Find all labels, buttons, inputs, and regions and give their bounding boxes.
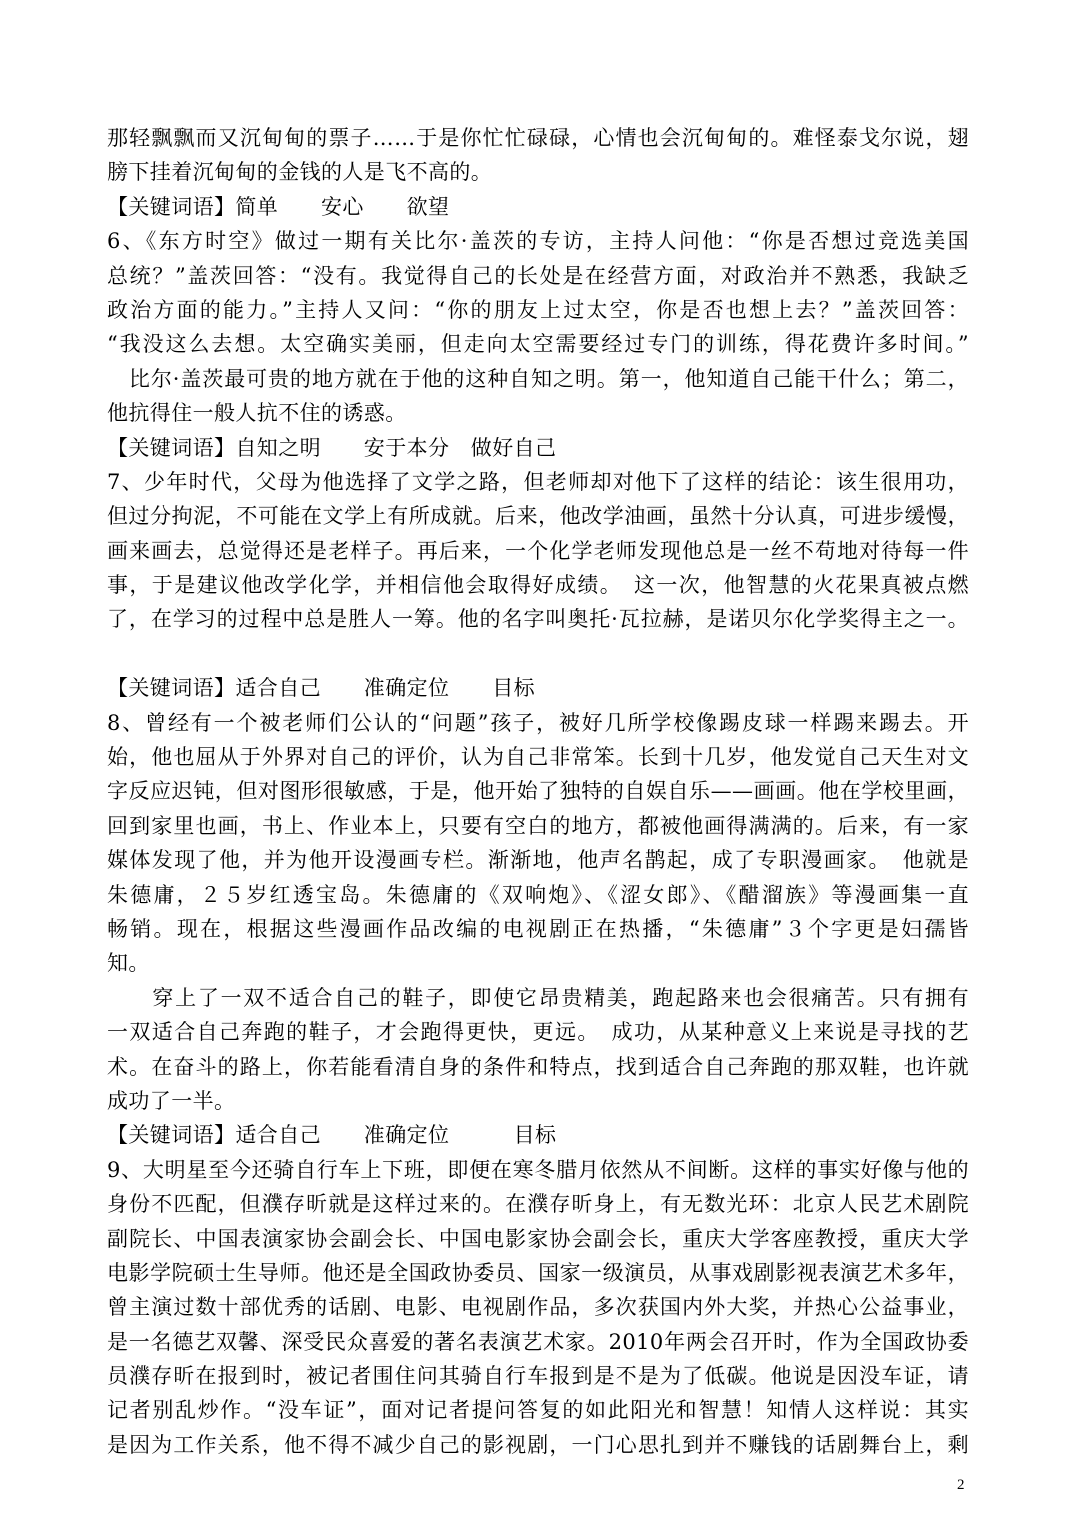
text-line: 曾主演过数十部优秀的话剧、电影、电视剧作品，多次获国内外大奖，并热心公益事业， xyxy=(107,1295,969,1320)
text-line: 他抗得住一般人抗不住的诱惑。 xyxy=(107,401,407,426)
text-line: 6、《东方时空》做过一期有关比尔·盖茨的专访，主持人问他：“你是否想过竞选美国 xyxy=(107,229,969,254)
text-line: 7、少年时代，父母为他选择了文学之路，但老师却对他下了这样的结论：该生很用功， xyxy=(107,469,969,494)
text-line: 9、大明星至今还骑自行车上下班，即便在寒冬腊月依然从不间断。这样的事实好像与他的 xyxy=(107,1157,969,1182)
text-line: 但过分拘泥，不可能在文学上有所成就。后来，他改学油画，虽然十分认真，可进步缓慢， xyxy=(107,504,969,529)
text-line: 电影学院硕士生导师。他还是全国政协委员、国家一级演员，从事戏剧影视表演艺术多年， xyxy=(107,1260,969,1285)
text-line: 穿上了一双不适合自己的鞋子，即使它昂贵精美，跑起路来也会很痛苦。只有拥有 xyxy=(107,985,969,1010)
text-line: 政治方面的能力。”主持人又问：“你的朋友上过太空，你是否也想上去？”盖茨回答： xyxy=(107,297,969,322)
text-line: 那轻飘飘而又沉甸甸的票子……于是你忙忙碌碌，心情也会沉甸甸的。难怪泰戈尔说，翅 xyxy=(107,126,969,150)
keywords-line: 【关键词语】适合自己 准确定位 目标 xyxy=(107,676,535,701)
text-line: 回到家里也画，书上、作业本上，只要有空白的地方，都被他画得满满的。后来，有一家 xyxy=(107,813,969,838)
keywords-line: 【关键词语】自知之明 安于本分 做好自己 xyxy=(107,435,557,460)
blank-line xyxy=(107,637,969,671)
page-number: 2 xyxy=(957,1477,965,1493)
text-line: 成功了一半。 xyxy=(107,1088,236,1113)
text-line: 朱德庸，２５岁红透宝岛。朱德庸的《双响炮》、《涩女郎》、《醋溜族》等漫画集一直 xyxy=(107,882,969,907)
text-line: 了，在学习的过程中总是胜人一筹。他的名字叫奥托·瓦拉赫，是诺贝尔化学奖得主之一。 xyxy=(107,607,969,632)
text-line: 员濮存昕在报到时，被记者围住问其骑自行车报到是不是为了低碳。他说是因没车证，请 xyxy=(107,1364,969,1389)
text-line: 总统？”盖茨回答：“没有。我觉得自己的长处是在经营方面，对政治并不熟悉，我缺乏 xyxy=(107,263,969,288)
keywords-line: 【关键词语】适合自己 准确定位 目标 xyxy=(107,1123,557,1148)
text-line: 媒体发现了他，并为他开设漫画专栏。渐渐地，他声名鹊起，成了专职漫画家。 他就是 xyxy=(107,848,969,873)
text-line: 字反应迟钝，但对图形很敏感，于是，他开始了独特的自娱自乐——画画。他在学校里画， xyxy=(107,779,969,804)
text-line: 比尔·盖茨最可贵的地方就在于他的这种自知之明。第一，他知道自己能干什么；第二， xyxy=(107,366,969,391)
text-line: 副院长、中国表演家协会副会长、中国电影家协会副会长，重庆大学客座教授，重庆大学 xyxy=(107,1226,969,1251)
text-line: 术。在奋斗的路上，你若能看清自身的条件和特点，找到适合自己奔跑的那双鞋，也许就 xyxy=(107,1054,969,1079)
text-line: 知。 xyxy=(107,951,150,976)
text-line: 画来画去，总觉得还是老样子。再后来，一个化学老师发现他总是一丝不苟地对待每一件 xyxy=(107,538,969,563)
text-line: 是因为工作关系，他不得不减少自己的影视剧，一门心思扎到并不赚钱的话剧舞台上，剩 xyxy=(107,1432,969,1457)
text-line: 8、曾经有一个被老师们公认的“问题”孩子，被好几所学校像踢皮球一样踢来踢去。开 xyxy=(107,710,969,735)
text-line: “我没这么去想。太空确实美丽，但走向太空需要经过专门的训练，得花费许多时间。” xyxy=(107,332,969,357)
text-line: 事，于是建议他改学化学，并相信他会取得好成绩。 这一次，他智慧的火花果真被点燃 xyxy=(107,573,969,598)
text-line: 一双适合自己奔跑的鞋子，才会跑得更快，更远。 成功，从某种意义上来说是寻找的艺 xyxy=(107,1020,969,1045)
keywords-line: 【关键词语】简单 安心 欲望 xyxy=(107,194,450,219)
text-line: 始，他也屈从于外界对自己的评价，认为自己非常笨。长到十几岁，他发觉自己天生对文 xyxy=(107,745,969,770)
document-body xyxy=(107,121,969,1462)
text-line: 膀下挂着沉甸甸的金钱的人是飞不高的。 xyxy=(107,160,493,185)
text-line: 畅销。现在，根据这些漫画作品改编的电视剧正在热播，“朱德庸”３个字更是妇孺皆 xyxy=(107,916,969,941)
text-line: 身份不匹配，但濮存昕就是这样过来的。在濮存昕身上，有无数光环：北京人民艺术剧院 xyxy=(107,1192,969,1217)
text-line: 是一名德艺双馨、深受民众喜爱的著名表演艺术家。2010年两会召开时，作为全国政协委 xyxy=(107,1329,969,1354)
text-line: 记者别乱炒作。“没车证”，面对记者提问答复的如此阳光和智慧！知情人这样说：其实 xyxy=(107,1398,969,1423)
